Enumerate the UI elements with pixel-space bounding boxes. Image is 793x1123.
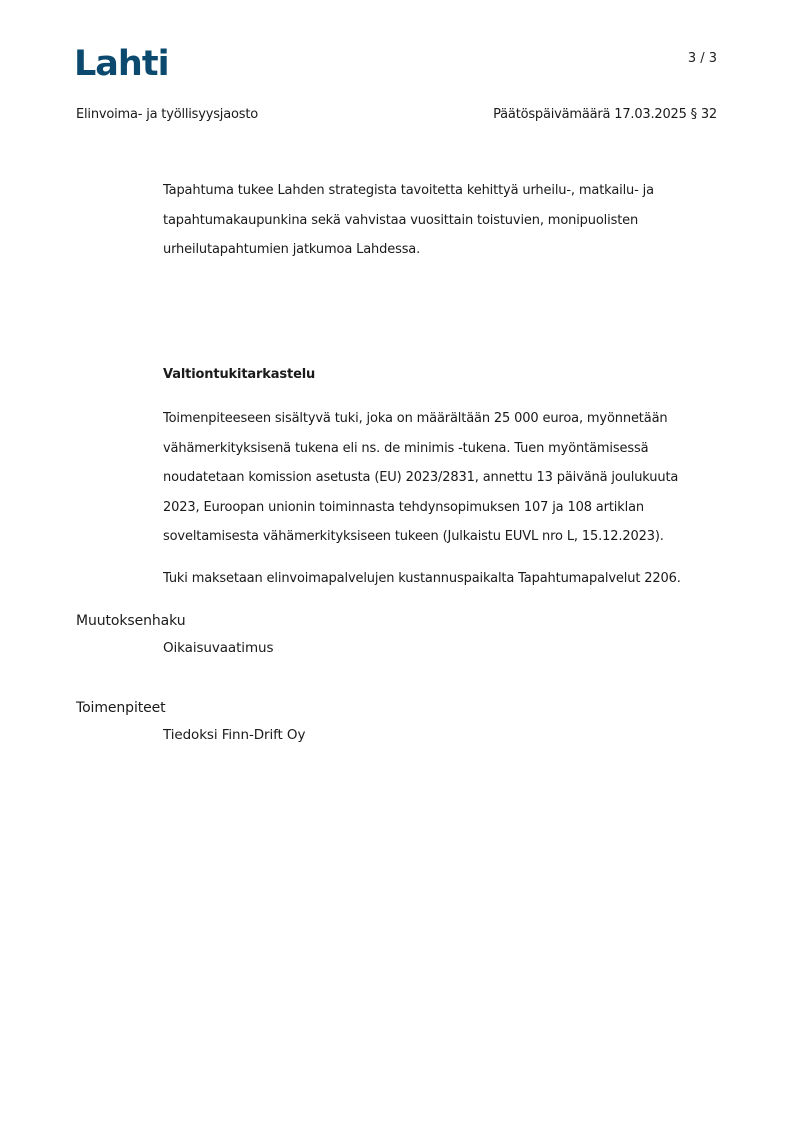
state-aid-heading: Valtiontukitarkastelu (163, 367, 316, 382)
paragraph-line: 2023, Euroopan unionin toiminnasta tehdynsopimuksen 107 ja 108 artiklan (163, 499, 644, 515)
state-aid-paragraph (163, 404, 723, 552)
paragraph-line: urheilutapahtumien jatkumoa Lahdessa. (163, 242, 421, 257)
decision-date: Päätöspäivämäärä 17.03.2025 § 32 (493, 107, 717, 122)
committee-name: Elinvoima- ja työllisyysjaosto (76, 107, 258, 122)
page-number: 3 / 3 (687, 51, 717, 66)
appeal-section-title: Muutoksenhaku (76, 613, 186, 629)
paragraph-line: vähämerkityksisenä tukena eli ns. de minimis -tukena. Tuen myöntämisessä (163, 440, 649, 456)
paragraph-line: Toimenpiteeseen sisältyvä tuki, joka on määrältään 25 000 euroa, myönnetään (163, 411, 668, 426)
paragraph-line: Tapahtuma tukee Lahden strategista tavoitetta kehittyä urheilu-, matkailu- ja (163, 183, 654, 198)
paragraph-line: Tuki maksetaan elinvoimapalvelujen kustannuspaikalta Tapahtumapalvelut 2206. (163, 571, 681, 586)
paragraph-line: noudatetaan komission asetusta (EU) 2023/2831, annettu 13 päivänä joulukuuta (163, 470, 679, 485)
paragraph-line: tapahtumakaupunkina sekä vahvistaa vuosittain toistuvien, monipuolisten (163, 212, 639, 228)
payment-paragraph (163, 564, 723, 594)
appeal-section-body: Oikaisuvaatimus (163, 640, 274, 656)
actions-section-title: Toimenpiteet (76, 700, 166, 716)
paragraph-line: soveltamisesta vähämerkityksiseen tukeen (Julkaistu EUVL nro L, 15.12.2023). (163, 529, 664, 544)
intro-paragraph (163, 176, 723, 265)
actions-section-body: Tiedoksi Finn-Drift Oy (163, 727, 306, 743)
lahti-logo: Lahti (74, 44, 169, 84)
